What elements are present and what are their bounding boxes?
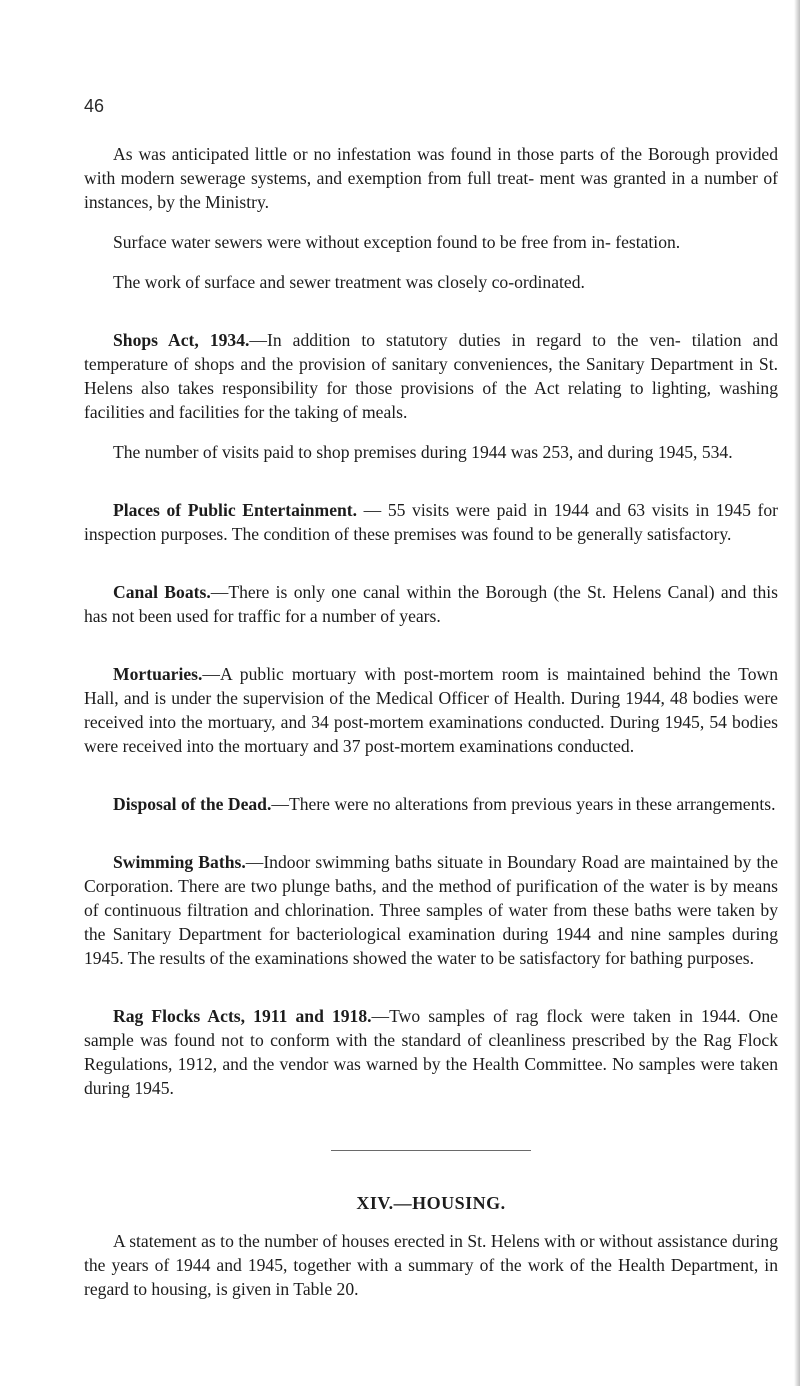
rag-flocks-heading: Rag Flocks Acts, 1911 and 1918. — [113, 1006, 372, 1026]
housing-paragraph: A statement as to the number of houses erected in St. Helens with or without assistance during the years of 1944 and 1945, together with a summary of the work of the Health Department, in regard to housing, is given in Table 20. — [84, 1231, 778, 1299]
page-number: 46 — [84, 96, 105, 116]
intro-paragraph-3: The work of surface and sewer treatment was closely co-ordinated. — [113, 272, 585, 292]
mortuaries-heading: Mortuaries. — [113, 664, 203, 684]
intro-paragraph-1: As was anticipated little or no infestation was found in those parts of the Borough provided with modern sewerage systems, and exemption from full treat- ment was granted in a number of instances, by the Ministry. — [84, 144, 778, 212]
shops-visits-paragraph: The number of visits paid to shop premises during 1944 was 253, and during 1945, 534. — [113, 442, 733, 462]
swimming-baths-paragraph — [84, 850, 778, 970]
section-divider — [331, 1150, 531, 1151]
swimming-baths-heading: Swimming Baths. — [113, 852, 246, 872]
page-body — [84, 142, 778, 1317]
intro-paragraph-2: Surface water sewers were without exception found to be free from in- festation. — [113, 232, 681, 252]
mortuaries-text: —A public mortuary with post-mortem room is maintained behind the Town Hall, and is under the supervision of the Medical Officer of Health. During 1944, 48 bodies were received into the mortuary, and 34 post-mortem examinations conducted. During 1945, 54 bodies were received into the mortuary and 37 post-mortem examinations conducted. — [84, 664, 778, 756]
disposal-paragraph — [84, 792, 778, 816]
shops-act-paragraph — [84, 328, 778, 424]
shops-act-text: —In addition to statutory duties in regard to the ven- tilation and temperature of shops and the provision of sanitary conveniences, the Sanitary Department in St. Helens also takes responsibility for those provisions of the Act relating to lighting, washing facilities and facilities for the taking of meals. — [84, 330, 778, 422]
disposal-text: —There were no alterations from previous years in these arrangements. — [271, 794, 776, 814]
rag-flocks-paragraph — [84, 1004, 778, 1100]
page-edge-shadow — [794, 0, 800, 1386]
shops-act-heading: Shops Act, 1934. — [113, 330, 250, 350]
disposal-heading: Disposal of the Dead. — [113, 794, 272, 814]
rag-flocks-text: —Two samples of rag flock were taken in 1944. One sample was found not to conform with the standard of cleanliness prescribed by the Rag Flock Regulations, 1912, and the vendor was warned by the Health Committee. No samples were taken during 1945. — [84, 1006, 778, 1098]
canal-boats-paragraph — [84, 580, 778, 628]
housing-section-title: XIV.—HOUSING. — [356, 1193, 506, 1213]
entertainment-paragraph — [84, 498, 778, 546]
entertainment-heading: Places of Public Entertainment. — [113, 500, 358, 520]
mortuaries-paragraph — [84, 662, 778, 758]
canal-boats-text: —There is only one canal within the Borough (the St. Helens Canal) and this has not been used for traffic for a number of years. — [84, 582, 779, 626]
entertainment-text: — 55 visits were paid in 1944 and 63 visits in 1945 for inspection purposes. The condition of these premises was found to be generally satisfactory. — [84, 500, 779, 544]
swimming-baths-text: —Indoor swimming baths situate in Boundary Road are maintained by the Corporation. There are two plunge baths, and the method of purification of the water is by means of continuous filtration and chlorination. Three samples of water from these baths were taken by the Sanitary Department for bacteriological examination during 1944 and nine samples during 1945. The results of the examinations showed the water to be satisfactory for bathing purposes. — [84, 852, 779, 968]
canal-boats-heading: Canal Boats. — [113, 582, 211, 602]
